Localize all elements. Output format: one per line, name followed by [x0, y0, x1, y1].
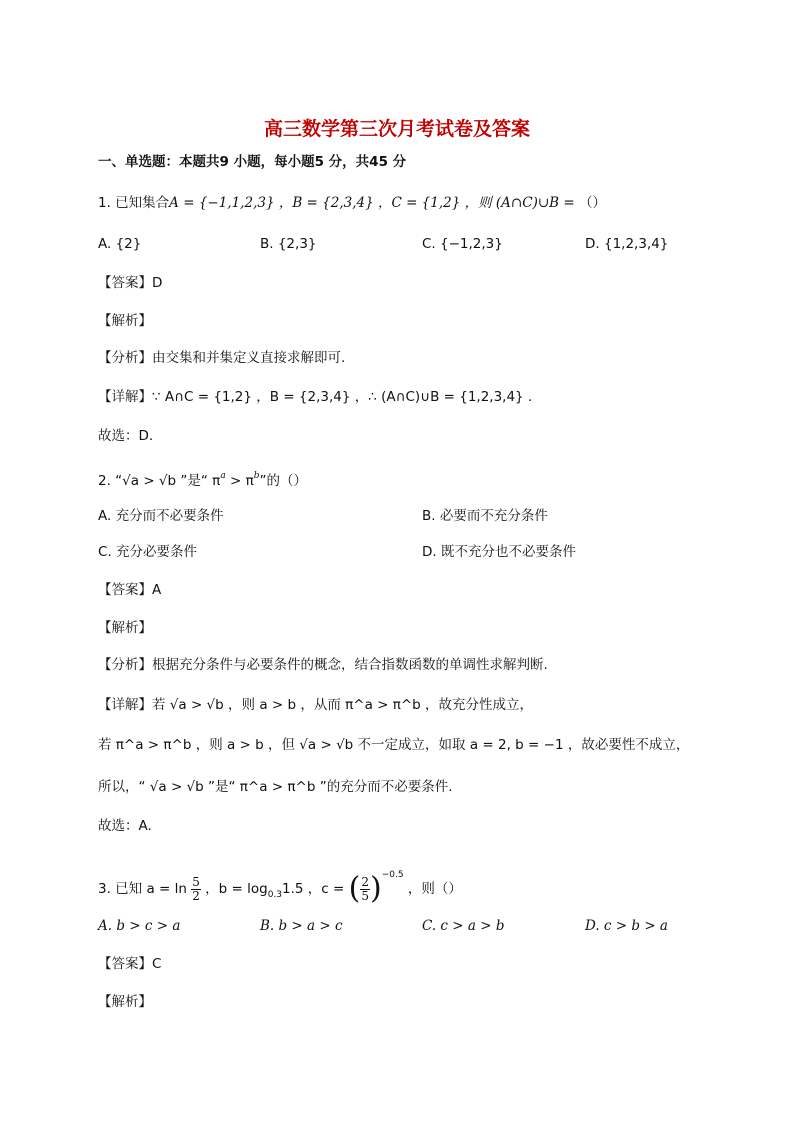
question-3-stem-pre: 3. 已知 a = ln — [98, 881, 187, 897]
question-3-fraction-2 — [360, 876, 370, 903]
question-2-detail-1: 【详解】若 √a > √b ，则 a > b ，从而 π^a > π^b ，故充分性成立， — [98, 697, 534, 713]
page-title: 高三数学第三次月考试卷及答案 — [263, 118, 530, 140]
question-3-right-paren: ) — [369, 871, 382, 906]
question-1-detail: 【详解】∵ A∩C = {1,2} ，B = {2,3,4} ，∴ (A∩C)∪B = {1,2,3,4} . — [98, 389, 533, 405]
question-3-jiexi: 【解析】 — [98, 994, 152, 1010]
question-3-exponent: −0.5 — [381, 870, 404, 880]
question-2-option-c: C. 充分必要条件 — [98, 544, 198, 560]
question-3-frac1-num: 5 — [192, 874, 200, 889]
question-2-jiexi: 【解析】 — [98, 620, 152, 636]
question-2-analysis: 【分析】根据充分条件与必要条件的概念，结合指数函数的单调性求解判断. — [98, 657, 548, 673]
question-3-stem-mid1: ，b = log — [200, 881, 268, 897]
question-2-option-a: A. 充分而不必要条件 — [98, 508, 224, 524]
question-1-answer: 【答案】D — [98, 275, 163, 291]
question-1-stem — [98, 193, 606, 213]
question-1-stem-text: 1. 已知集合 — [98, 195, 170, 211]
question-3-frac2-num: 2 — [361, 874, 369, 889]
question-2-detail-2: 若 π^a > π^b ，则 a > b ，但 √a > √b 不一定成立，如取 a = 2, b = −1 ，故必要性不成立， — [98, 737, 690, 753]
question-3-log-base: 0.3 — [267, 890, 283, 900]
question-2-option-b: B. 必要而不充分条件 — [422, 508, 548, 524]
question-1-option-d: D. {1,2,3,4} — [585, 236, 669, 252]
question-3-option-c: C. c > a > b — [422, 918, 505, 934]
question-2-answer: 【答案】A — [98, 582, 162, 598]
question-1-choose: 故选：D. — [98, 428, 154, 444]
question-1-math: A = {−1,1,2,3} ，B = {2,3,4} ，C = {1,2} ，则 (A∩C)∪B = — [169, 195, 579, 211]
question-3-option-a: A. b > c > a — [98, 918, 181, 934]
question-3-answer: 【答案】C — [98, 956, 162, 972]
question-1-analysis: 【分析】由交集和并集定义直接求解即可. — [98, 350, 346, 366]
question-3-left-paren: ( — [348, 871, 361, 906]
question-1-option-b: B. {2,3} — [260, 236, 317, 252]
question-2-stem-mid: > π — [225, 473, 254, 489]
question-3-stem — [98, 858, 462, 912]
question-3-frac2-den: 5 — [361, 888, 369, 903]
question-2-stem-text: 2. “√a > √b ”是“ π — [98, 473, 221, 489]
section-heading: 一、单选题：本题共9 小题，每小题5 分，共45 分 — [98, 154, 407, 170]
question-1-option-c: C. {−1,2,3} — [422, 236, 503, 252]
question-2-choose: 故选：A. — [98, 818, 152, 834]
question-2-exp-b: b — [253, 471, 260, 481]
question-2-stem — [98, 466, 307, 491]
question-3-option-d: D. c > b > a — [585, 918, 668, 934]
question-3-stem-end: ，则（） — [403, 881, 462, 897]
question-2-detail-3: 所以，“ √a > √b ”是“ π^a > π^b ”的充分而不必要条件. — [98, 779, 453, 795]
question-3-stem-mid2: 1.5 ，c = — [282, 881, 349, 897]
question-2-exp-a: a — [220, 471, 226, 481]
question-1-jiexi: 【解析】 — [98, 313, 152, 329]
question-1-option-a: A. {2} — [98, 236, 142, 252]
question-3-fraction-1 — [191, 876, 201, 903]
question-2-stem-end: ”的（） — [259, 473, 307, 489]
question-1-paren: （） — [578, 195, 606, 211]
question-2-option-d: D. 既不充分也不必要条件 — [422, 544, 576, 560]
question-3-option-b: B. b > a > c — [260, 918, 343, 934]
question-3-frac1-den: 2 — [192, 888, 200, 903]
